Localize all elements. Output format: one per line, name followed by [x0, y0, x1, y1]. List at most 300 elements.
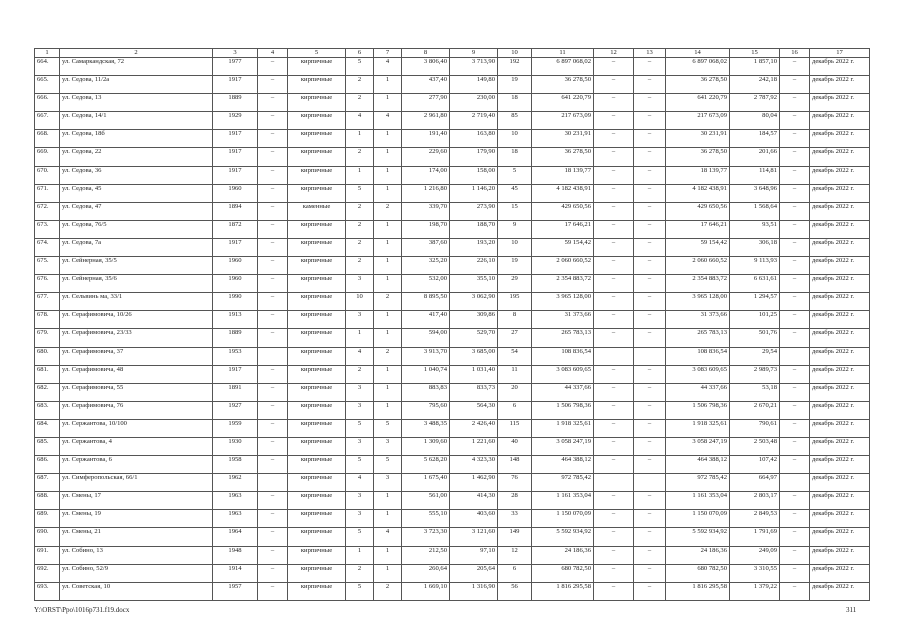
table-cell-col-12: –	[594, 257, 634, 275]
table-cell-col-1: 693.	[35, 582, 60, 600]
table-cell-col-13: –	[634, 456, 666, 474]
table-cell-col-12: –	[594, 329, 634, 347]
table-cell-col-12: –	[594, 437, 634, 455]
table-cell-col-16: –	[780, 510, 810, 528]
table-cell-col-8: 229,60	[402, 148, 450, 166]
table-row	[35, 546, 870, 564]
table-cell-col-1: 685.	[35, 437, 60, 455]
table-cell-col-7: 1	[374, 166, 402, 184]
table-cell-col-11: 265 783,13	[532, 329, 594, 347]
table-cell-col-10: 6	[498, 564, 532, 582]
table-cell-col-3: 1913	[213, 311, 258, 329]
table-cell-col-8: 555,10	[402, 510, 450, 528]
column-header-11: 11	[532, 49, 594, 58]
table-cell-col-1: 689.	[35, 510, 60, 528]
table-cell-col-14: 641 220,79	[666, 94, 730, 112]
table-cell-col-12: –	[594, 564, 634, 582]
table-cell-col-13: –	[634, 564, 666, 582]
table-cell-col-7: 1	[374, 94, 402, 112]
table-cell-col-15: 2 503,48	[730, 437, 780, 455]
table-cell-col-1: 671.	[35, 184, 60, 202]
table-row	[35, 76, 870, 94]
table-cell-col-4: –	[258, 166, 288, 184]
table-cell-col-6: 5	[346, 456, 374, 474]
table-cell-col-9: 193,20	[450, 238, 498, 256]
table-cell-col-17: декабрь 2022 г.	[810, 130, 870, 148]
table-cell-col-14: 429 650,56	[666, 202, 730, 220]
table-cell-col-4: –	[258, 510, 288, 528]
table-cell-col-12: –	[594, 130, 634, 148]
table-cell-col-12: –	[594, 148, 634, 166]
table-cell-col-13: –	[634, 166, 666, 184]
table-row	[35, 383, 870, 401]
table-cell-col-14: 108 836,54	[666, 347, 730, 365]
table-cell-col-8: 260,64	[402, 564, 450, 582]
table-cell-col-12: –	[594, 528, 634, 546]
table-cell-col-11: 1 161 353,04	[532, 492, 594, 510]
table-cell-col-14: 3 058 247,19	[666, 437, 730, 455]
table-cell-col-8: 1 675,40	[402, 474, 450, 492]
column-header-17: 17	[810, 49, 870, 58]
column-header-2: 2	[60, 49, 213, 58]
table-cell-col-17: декабрь 2022 г.	[810, 582, 870, 600]
table-cell-col-15: 790,61	[730, 419, 780, 437]
table-cell-col-1: 691.	[35, 546, 60, 564]
table-cell-col-14: 1 161 353,04	[666, 492, 730, 510]
table-cell-col-13: –	[634, 58, 666, 76]
table-cell-col-15: 1 857,10	[730, 58, 780, 76]
table-row	[35, 311, 870, 329]
table-cell-col-4: –	[258, 257, 288, 275]
table-cell-col-8: 532,00	[402, 275, 450, 293]
table-cell-col-1: 674.	[35, 238, 60, 256]
table-row	[35, 528, 870, 546]
table-cell-col-17: декабрь 2022 г.	[810, 492, 870, 510]
table-cell-col-13	[634, 474, 666, 492]
table-cell-col-3: 1891	[213, 383, 258, 401]
table-cell-col-13: –	[634, 419, 666, 437]
table-cell-col-16: –	[780, 546, 810, 564]
table-cell-col-8: 191,40	[402, 130, 450, 148]
table-cell-col-9: 403,60	[450, 510, 498, 528]
table-row	[35, 94, 870, 112]
table-cell-col-6: 4	[346, 474, 374, 492]
table-row	[35, 474, 870, 492]
table-cell-col-16: –	[780, 148, 810, 166]
table-cell-col-6: 1	[346, 546, 374, 564]
table-cell-col-8: 174,00	[402, 166, 450, 184]
table-cell-col-4: –	[258, 419, 288, 437]
table-cell-col-17: декабрь 2022 г.	[810, 293, 870, 311]
table-cell-col-17: декабрь 2022 г.	[810, 456, 870, 474]
table-cell-col-15: 1 294,57	[730, 293, 780, 311]
table-cell-col-8: 3 488,35	[402, 419, 450, 437]
table-cell-col-12: –	[594, 546, 634, 564]
table-cell-col-12: –	[594, 311, 634, 329]
table-cell-col-6: 2	[346, 76, 374, 94]
table-cell-col-9: 1 031,40	[450, 365, 498, 383]
table-cell-col-10: 85	[498, 112, 532, 130]
table-cell-col-11: 36 278,50	[532, 148, 594, 166]
table-cell-col-17: декабрь 2022 г.	[810, 76, 870, 94]
table-cell-col-6: 1	[346, 329, 374, 347]
table-cell-col-16: –	[780, 166, 810, 184]
column-header-9: 9	[450, 49, 498, 58]
table-cell-col-17: декабрь 2022 г.	[810, 58, 870, 76]
table-cell-col-3: 1959	[213, 419, 258, 437]
table-cell-col-17: декабрь 2022 г.	[810, 220, 870, 238]
table-cell-col-17: декабрь 2022 г.	[810, 401, 870, 419]
table-cell-col-13: –	[634, 112, 666, 130]
table-cell-col-13: –	[634, 582, 666, 600]
table-cell-col-16: –	[780, 437, 810, 455]
table-cell-col-15: 107,42	[730, 456, 780, 474]
column-header-1: 1	[35, 49, 60, 58]
registry-table-container	[34, 48, 869, 601]
table-row	[35, 202, 870, 220]
table-cell-col-10: 45	[498, 184, 532, 202]
table-cell-col-10: 54	[498, 347, 532, 365]
table-cell-col-5: кирпичные	[288, 329, 346, 347]
table-cell-col-8: 437,40	[402, 76, 450, 94]
table-cell-col-11: 2 060 660,52	[532, 257, 594, 275]
table-cell-col-8: 198,70	[402, 220, 450, 238]
table-cell-col-8: 594,00	[402, 329, 450, 347]
table-cell-col-5: кирпичные	[288, 112, 346, 130]
table-cell-col-14: 30 231,91	[666, 130, 730, 148]
table-cell-col-11: 1 506 798,36	[532, 401, 594, 419]
table-cell-col-7: 1	[374, 401, 402, 419]
table-cell-col-10: 11	[498, 365, 532, 383]
table-cell-col-12: –	[594, 492, 634, 510]
table-cell-col-13: –	[634, 76, 666, 94]
table-cell-col-9: 529,70	[450, 329, 498, 347]
table-cell-col-3: 1960	[213, 257, 258, 275]
table-cell-col-9: 1 316,90	[450, 582, 498, 600]
table-cell-col-5: кирпичные	[288, 58, 346, 76]
table-cell-col-8: 387,60	[402, 238, 450, 256]
table-cell-col-11: 59 154,42	[532, 238, 594, 256]
table-cell-col-10: 40	[498, 437, 532, 455]
table-cell-col-6: 3	[346, 275, 374, 293]
table-cell-col-5: кирпичные	[288, 582, 346, 600]
table-cell-col-10: 148	[498, 456, 532, 474]
table-cell-col-15: 184,57	[730, 130, 780, 148]
table-row	[35, 293, 870, 311]
table-cell-col-5: кирпичные	[288, 401, 346, 419]
table-cell-col-10: 192	[498, 58, 532, 76]
table-cell-col-6: 10	[346, 293, 374, 311]
table-cell-col-14: 1 506 798,36	[666, 401, 730, 419]
table-cell-col-8: 1 669,10	[402, 582, 450, 600]
table-cell-col-4: –	[258, 401, 288, 419]
table-cell-col-4: –	[258, 528, 288, 546]
table-cell-col-15: 3 648,96	[730, 184, 780, 202]
table-cell-col-8: 1 309,60	[402, 437, 450, 455]
table-cell-col-3: 1958	[213, 456, 258, 474]
table-cell-col-11: 36 278,50	[532, 76, 594, 94]
table-cell-col-17: декабрь 2022 г.	[810, 347, 870, 365]
table-cell-col-7: 5	[374, 419, 402, 437]
table-cell-col-2: ул. Сержантова, 6	[60, 456, 213, 474]
table-cell-col-6: 4	[346, 347, 374, 365]
table-cell-col-14: 680 782,50	[666, 564, 730, 582]
table-cell-col-1: 692.	[35, 564, 60, 582]
table-cell-col-5: кирпичные	[288, 510, 346, 528]
table-cell-col-11: 44 337,66	[532, 383, 594, 401]
table-cell-col-1: 688.	[35, 492, 60, 510]
table-cell-col-15: 249,09	[730, 546, 780, 564]
table-cell-col-14: 4 182 438,91	[666, 184, 730, 202]
table-cell-col-16: –	[780, 76, 810, 94]
table-cell-col-7: 1	[374, 546, 402, 564]
table-cell-col-3: 1964	[213, 528, 258, 546]
table-cell-col-17: декабрь 2022 г.	[810, 437, 870, 455]
table-cell-col-14: 1 816 295,58	[666, 582, 730, 600]
table-cell-col-15: 29,54	[730, 347, 780, 365]
table-cell-col-2: ул. Седова, 36	[60, 166, 213, 184]
table-cell-col-4: –	[258, 293, 288, 311]
table-cell-col-12: –	[594, 510, 634, 528]
table-cell-col-15: 2 989,73	[730, 365, 780, 383]
table-row	[35, 492, 870, 510]
table-cell-col-2: ул. Собино, 13	[60, 546, 213, 564]
column-header-13: 13	[634, 49, 666, 58]
table-cell-col-4: –	[258, 148, 288, 166]
table-cell-col-11: 1 816 295,58	[532, 582, 594, 600]
table-cell-col-10: 56	[498, 582, 532, 600]
table-cell-col-5: кирпичные	[288, 94, 346, 112]
table-cell-col-8: 277,90	[402, 94, 450, 112]
table-cell-col-2: ул. Самаркандская, 72	[60, 58, 213, 76]
table-cell-col-13: –	[634, 220, 666, 238]
table-cell-col-17: декабрь 2022 г.	[810, 546, 870, 564]
table-cell-col-13: –	[634, 275, 666, 293]
table-cell-col-1: 680.	[35, 347, 60, 365]
table-cell-col-16: –	[780, 184, 810, 202]
table-cell-col-6: 3	[346, 311, 374, 329]
table-cell-col-3: 1953	[213, 347, 258, 365]
table-cell-col-4: –	[258, 94, 288, 112]
table-cell-col-12: –	[594, 184, 634, 202]
table-cell-col-16: –	[780, 401, 810, 419]
table-cell-col-13: –	[634, 383, 666, 401]
table-cell-col-17: декабрь 2022 г.	[810, 257, 870, 275]
table-row	[35, 238, 870, 256]
table-cell-col-16: –	[780, 492, 810, 510]
table-cell-col-9: 163,80	[450, 130, 498, 148]
table-cell-col-7: 1	[374, 492, 402, 510]
table-cell-col-2: ул. Смены, 21	[60, 528, 213, 546]
table-cell-col-1: 664.	[35, 58, 60, 76]
table-cell-col-16: –	[780, 329, 810, 347]
table-cell-col-8: 1 040,74	[402, 365, 450, 383]
table-cell-col-12: –	[594, 220, 634, 238]
table-cell-col-7: 2	[374, 347, 402, 365]
table-cell-col-3: 1917	[213, 76, 258, 94]
table-cell-col-13: –	[634, 94, 666, 112]
table-cell-col-15: 53,18	[730, 383, 780, 401]
table-cell-col-1: 672.	[35, 202, 60, 220]
table-cell-col-6: 2	[346, 365, 374, 383]
table-cell-col-6: 4	[346, 112, 374, 130]
table-cell-col-11: 6 897 068,02	[532, 58, 594, 76]
table-row	[35, 401, 870, 419]
table-cell-col-12: –	[594, 202, 634, 220]
table-cell-col-6: 5	[346, 419, 374, 437]
table-cell-col-5: кирпичные	[288, 437, 346, 455]
table-cell-col-1: 676.	[35, 275, 60, 293]
table-cell-col-10: 115	[498, 419, 532, 437]
table-cell-col-14: 36 278,50	[666, 76, 730, 94]
table-cell-col-12: –	[594, 76, 634, 94]
table-cell-col-11: 464 388,12	[532, 456, 594, 474]
table-cell-col-2: ул. Седова, 22	[60, 148, 213, 166]
table-cell-col-2: ул. Сельвинь ма, 33/1	[60, 293, 213, 311]
table-cell-col-14: 6 897 068,02	[666, 58, 730, 76]
table-cell-col-12: –	[594, 383, 634, 401]
table-cell-col-9: 1 462,90	[450, 474, 498, 492]
table-cell-col-9: 179,90	[450, 148, 498, 166]
table-cell-col-9: 414,30	[450, 492, 498, 510]
table-cell-col-9: 4 323,30	[450, 456, 498, 474]
table-cell-col-9: 2 426,40	[450, 419, 498, 437]
table-cell-col-4: –	[258, 130, 288, 148]
table-cell-col-16: –	[780, 238, 810, 256]
table-cell-col-7: 2	[374, 293, 402, 311]
table-cell-col-5: кирпичные	[288, 383, 346, 401]
table-cell-col-6: 3	[346, 383, 374, 401]
column-header-12: 12	[594, 49, 634, 58]
table-cell-col-5: кирпичные	[288, 293, 346, 311]
table-cell-col-10: 33	[498, 510, 532, 528]
table-cell-col-7: 1	[374, 184, 402, 202]
table-cell-col-7: 4	[374, 58, 402, 76]
table-cell-col-9: 273,90	[450, 202, 498, 220]
table-cell-col-7: 1	[374, 257, 402, 275]
table-cell-col-17: декабрь 2022 г.	[810, 112, 870, 130]
table-cell-col-16: –	[780, 365, 810, 383]
table-cell-col-4: –	[258, 184, 288, 202]
table-cell-col-14: 3 083 609,65	[666, 365, 730, 383]
table-cell-col-3: 1948	[213, 546, 258, 564]
table-cell-col-9: 149,80	[450, 76, 498, 94]
table-cell-col-17: декабрь 2022 г.	[810, 275, 870, 293]
table-cell-col-2: ул. Советская, 10	[60, 582, 213, 600]
table-cell-col-17: декабрь 2022 г.	[810, 329, 870, 347]
table-cell-col-14: 18 139,77	[666, 166, 730, 184]
table-cell-col-8: 8 895,50	[402, 293, 450, 311]
table-cell-col-4	[258, 347, 288, 365]
table-cell-col-16: –	[780, 220, 810, 238]
table-cell-col-8: 417,40	[402, 311, 450, 329]
table-cell-col-3: 1930	[213, 437, 258, 455]
table-cell-col-11: 108 836,54	[532, 347, 594, 365]
table-cell-col-13: –	[634, 148, 666, 166]
table-cell-col-6: 5	[346, 582, 374, 600]
table-cell-col-15: 306,18	[730, 238, 780, 256]
table-cell-col-9: 97,10	[450, 546, 498, 564]
table-cell-col-13: –	[634, 401, 666, 419]
table-cell-col-3: 1917	[213, 130, 258, 148]
table-cell-col-11: 2 354 883,72	[532, 275, 594, 293]
table-cell-col-11: 31 373,66	[532, 311, 594, 329]
table-cell-col-10: 8	[498, 311, 532, 329]
table-cell-col-2: ул. Седова, 14/1	[60, 112, 213, 130]
table-row	[35, 257, 870, 275]
table-cell-col-8: 1 216,80	[402, 184, 450, 202]
table-cell-col-13: –	[634, 130, 666, 148]
table-cell-col-4: –	[258, 58, 288, 76]
table-cell-col-13: –	[634, 293, 666, 311]
table-cell-col-2: ул. Седова, 11/2а	[60, 76, 213, 94]
table-cell-col-4: –	[258, 329, 288, 347]
table-cell-col-16	[780, 474, 810, 492]
table-cell-col-7: 1	[374, 220, 402, 238]
table-cell-col-4: –	[258, 383, 288, 401]
table-cell-col-10: 29	[498, 275, 532, 293]
table-cell-col-13: –	[634, 546, 666, 564]
table-cell-col-7: 1	[374, 275, 402, 293]
table-cell-col-2: ул. Серафимовича, 23/33	[60, 329, 213, 347]
table-cell-col-10: 28	[498, 492, 532, 510]
table-cell-col-17: декабрь 2022 г.	[810, 510, 870, 528]
table-cell-col-9: 1 146,20	[450, 184, 498, 202]
table-cell-col-10: 18	[498, 94, 532, 112]
table-cell-col-6: 1	[346, 130, 374, 148]
table-cell-col-10: 5	[498, 166, 532, 184]
table-cell-col-3: 1889	[213, 329, 258, 347]
table-cell-col-7: 2	[374, 202, 402, 220]
table-cell-col-16: –	[780, 130, 810, 148]
table-cell-col-8: 561,00	[402, 492, 450, 510]
column-header-10: 10	[498, 49, 532, 58]
table-cell-col-1: 686.	[35, 456, 60, 474]
table-cell-col-7: 3	[374, 474, 402, 492]
table-row	[35, 365, 870, 383]
table-cell-col-15: 2 849,53	[730, 510, 780, 528]
table-cell-col-15: 3 310,55	[730, 564, 780, 582]
table-cell-col-2: ул. Седова, 18б	[60, 130, 213, 148]
table-cell-col-3: 1977	[213, 58, 258, 76]
table-cell-col-7: 4	[374, 528, 402, 546]
table-cell-col-4: –	[258, 492, 288, 510]
table-cell-col-3: 1917	[213, 365, 258, 383]
table-row	[35, 112, 870, 130]
table-cell-col-5: кирпичные	[288, 347, 346, 365]
footer-file-path: Y:\ORST\Ppo\1016p731.f19.docx	[34, 606, 130, 614]
table-cell-col-10: 12	[498, 546, 532, 564]
table-cell-col-5: кирпичные	[288, 130, 346, 148]
table-cell-col-1: 670.	[35, 166, 60, 184]
table-cell-col-1: 667.	[35, 112, 60, 130]
table-cell-col-10: 19	[498, 76, 532, 94]
table-cell-col-2: ул. Седова, 47	[60, 202, 213, 220]
table-cell-col-3: 1917	[213, 166, 258, 184]
table-cell-col-5: кирпичные	[288, 148, 346, 166]
column-header-4: 4	[258, 49, 288, 58]
table-cell-col-17: декабрь 2022 г.	[810, 238, 870, 256]
table-cell-col-10: 15	[498, 202, 532, 220]
table-cell-col-17: декабрь 2022 г.	[810, 419, 870, 437]
table-cell-col-7: 1	[374, 365, 402, 383]
table-row	[35, 166, 870, 184]
table-cell-col-15: 201,66	[730, 148, 780, 166]
table-cell-col-7: 3	[374, 437, 402, 455]
table-cell-col-8: 3 806,40	[402, 58, 450, 76]
table-cell-col-9: 3 121,60	[450, 528, 498, 546]
table-cell-col-8: 339,70	[402, 202, 450, 220]
